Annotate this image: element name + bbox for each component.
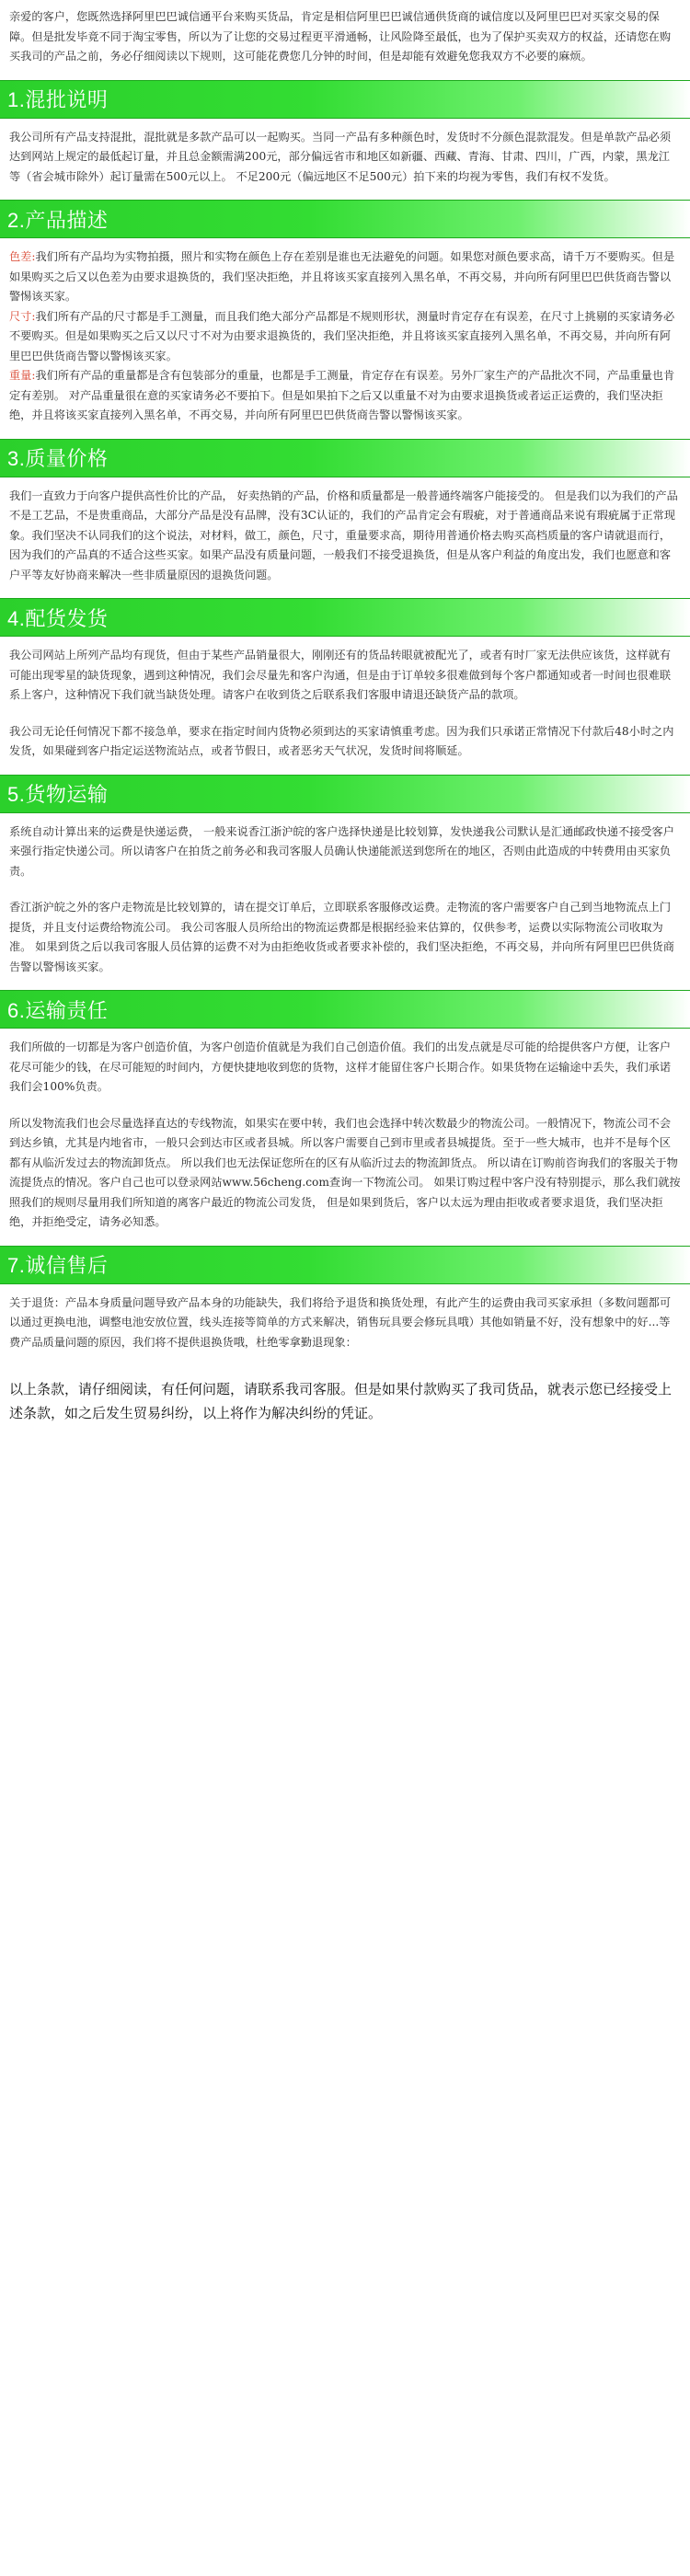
section-title: 3.质量价格 xyxy=(7,447,109,470)
section-body-transport xyxy=(0,822,690,978)
section-header-transport xyxy=(0,775,690,813)
section-body-product-description xyxy=(0,247,690,426)
section-header-mixed-batch xyxy=(0,80,690,119)
section-title: 1.混批说明 xyxy=(7,88,109,111)
section-paragraph: 香江浙沪皖之外的客户走物流是比较划算的，请在提交订单后，立即联系客服修改运费。走物流的客户需要客户自己到当地物流点上门提货，并且支付运费给物流公司。 我公司客服人员所给出的物流运费都是根据经验来估算的，仅供参考，运费以实际物流公司收取为准。 如果到货之后以我司客服人员估算的运费不对为由拒绝收货或者要求补偿的，我们坚决拒绝，不再交易，并向所有阿里巴巴供货商告警以警惕该买家。 xyxy=(9,901,674,973)
item-label: 色差: xyxy=(9,250,36,263)
section-header-transport-responsibility xyxy=(0,990,690,1029)
weight-item xyxy=(9,366,681,426)
section-paragraph: 关于退货：产品本身质量问题导致产品本身的功能缺失，我们将给予退货和换货处理，有此产生的运费由我司买家承担（多数问题都可以通过更换电池，调整电池安放位置，线头连接等简单的方式来解决，销售玩具要会修玩具哦）其他如销量不好，没有想象中的好...等费产品质量问题的原因，我们将不提供退换货哦，杜绝零拿勤退现象： xyxy=(9,1295,672,1349)
section-body-shipping-dispatch xyxy=(0,646,690,762)
section-title: 4.配货发货 xyxy=(7,606,109,630)
section-paragraph: 我公司所有产品支持混批，混批就是多款产品可以一起购买。当同一产品有多种颜色时，发货时不分颜色混款混发。但是单款产品必须达到网站上规定的最低起订量，并且总金额需满200元，部分偏远省市和地区如新疆、西藏、青海、甘肃、四川，广西，内蒙，黑龙江等（省会城市除外）起订量需在500元以上。 不足200元（偏远地区不足500元）拍下来的均视为零售，我们有权不发货。 xyxy=(9,130,672,183)
section-paragraph: 我们所做的一切都是为客户创造价值，为客户创造价值就是为我们自己创造价值。我们的出发点就是尽可能的给提供客户方便，让客户花尽可能少的钱，在尽可能短的时间内，方便快捷地收到您的货物，这样才能留住客户长期合作。如果货物在运输途中丢失，我们承诺我们会100%负责。 xyxy=(9,1041,672,1093)
item-text: 我们所有产品的重量都是含有包装部分的重量，也都是手工测量，肯定存在有误差。另外厂家生产的产品批次不同，产品重量也肯定有差别。 对产品重量很在意的买家请务必不要拍下。但是如果拍下之后又以重量不对为由要求退换货或者运正运费的，我们坚决拒绝，并且将该买家直接列入黑名单，不再交易，并向所有阿里巴巴供货商告警以警惕该买家。 xyxy=(9,369,675,421)
section-body-mixed-batch xyxy=(0,128,690,188)
section-paragraph: 所以发物流我们也会尽量选择直达的专线物流，如果实在要中转，我们也会选择中转次数最少的物流公司。一般情况下，物流公司不会到达乡镇，尤其是内地省市，一般只会到达市区或者县城。所以客户需要自己到市里或者县城提货。至于一些大城市，也并不是每个区都有从临沂发过去的物流卸货点。 所以我们也无法保证您所在的区有从临沂过去的物流卸货点。 所以请在订购前咨询我们的客服关于物流提货点的情况。客户自己也可以登录网站www.56cheng.com查询一下物流公司。 如果订购过程中客户没有特别提示，那么我们就按照我们的规则尽量用我们所知道的离客户最近的物流公司发货， 但是如果到货后，客户以太远为理由拒收或者要求退货，我们坚决拒绝，并拒绝受定，请务必知悉。 xyxy=(9,1116,681,1228)
section-title: 2.产品描述 xyxy=(7,208,109,232)
size-item xyxy=(9,307,681,367)
section-title: 6.运输责任 xyxy=(7,998,109,1022)
section-header-after-sales xyxy=(0,1246,690,1284)
section-header-quality-price xyxy=(0,439,690,477)
footer-notice xyxy=(0,1352,690,1426)
intro-block xyxy=(0,0,690,67)
section-paragraph: 我公司网站上所列产品均有现货，但由于某些产品销量很大，刚刚还有的货品转眼就被配光了，或者有时厂家无法供应该货，这样就有可能出现零星的缺货现象，遇到这种情况，我们会尽量先和客户沟通，但是由于订单较多很难做到每个客户都通知或者一时间也很难联系上客户，这种情况下我们就当缺货处理。请客户在收到货之后联系我们客服申请退还缺货产品的款项。 xyxy=(9,649,672,701)
footer-text: 以上条款，请仔细阅读，有任何问题，请联系我司客服。但是如果付款购买了我司货品，就表示您已经接受上述条款，如之后发生贸易纠纷，以上将作为解决纠纷的凭证。 xyxy=(9,1382,673,1421)
item-label: 重量: xyxy=(9,369,36,382)
section-paragraph: 系统自动计算出来的运费是快递运费， 一般来说香江浙沪皖的客户选择快递是比较划算，发快递我公司默认是汇通邮政快递不接受客户来强行指定快递公司。所以请客户在拍货之前务必和我司客服人员确认快递能派送到您所在的地区，否则由此造成的中转费用由买家负责。 xyxy=(9,824,674,878)
section-header-shipping-dispatch xyxy=(0,598,690,637)
item-text: 我们所有产品均为实物拍摄，照片和实物在颜色上存在差别是谁也无法避免的问题。如果您对颜色要求高，请千万不要购买。但是如果购买之后又以色差为由要求退换货的，我们坚决拒绝，并且将该买家直接列入黑名单，不再交易，并向所有阿里巴巴供货商告警以警惕该买家。 xyxy=(9,250,675,303)
section-body-quality-price xyxy=(0,487,690,586)
section-body-transport-responsibility xyxy=(0,1038,690,1233)
color-difference-item xyxy=(9,247,681,307)
intro-text: 亲爱的客户，您既然选择阿里巴巴诚信通平台来购买货品，肯定是相信阿里巴巴诚信通供货商的诚信度以及阿里巴巴对买家交易的保障。但是批发毕竟不同于淘宝零售，所以为了让您的交易过程更平滑通畅，让风险降至最低，也为了保护买卖双方的权益，还请您在购买我司的产品之前，务必仔细阅读以下规则，这可能花费您几分钟的时间，但是却能有效避免您我双方不必要的麻烦。 xyxy=(9,10,672,63)
section-header-product-description xyxy=(0,200,690,238)
section-paragraph: 我们一直致力于向客户提供高性价比的产品， 好卖热销的产品，价格和质量都是一般普通终端客户能接受的。 但是我们以为我们的产品不是工艺品，不是贵重商品，大部分产品是没有品牌，没有3C认证的，我们的产品肯定会有瑕疵，对于普通商品来说有瑕疵属于正常现象。我们坚决不认同我们的这个说法，对材料，做工，颜色，尺寸，重量要求高，期待用普通价格去购买高档质量的客户请就退而行，因为我们的产品真的不适合这些买家。如果产品没有质量问题，一般我们不接受退换货，但是从客户利益的角度出发，我们也愿意和客户平等友好协商来解决一些非质量原因的退换货问题。 xyxy=(9,489,678,581)
item-text: 我们所有产品的尺寸都是手工测量，而且我们绝大部分产品都是不规则形状，测量时肯定存在有误差，在尺寸上挑剔的买家请务必不要购买。但是如果购买之后又以尺寸不对为由要求退换货的，我们坚决拒绝，并且将该买家直接列入黑名单，不再交易，并向所有阿里巴巴供货商告警以警惕该买家。 xyxy=(9,309,675,362)
section-title: 7.诚信售后 xyxy=(7,1254,109,1277)
section-paragraph: 我公司无论任何情况下都不接急单，要求在指定时间内货物必须到达的买家请慎重考虑。因为我们只承诺正常情况下付款后48小时之内发货，如果碰到客户指定运送物流站点，或者节假日，或者恶劣天气状况，发货时间将顺延。 xyxy=(9,724,674,757)
section-body-after-sales xyxy=(0,1294,690,1353)
section-title: 5.货物运输 xyxy=(7,783,109,806)
item-label: 尺寸: xyxy=(9,309,36,323)
